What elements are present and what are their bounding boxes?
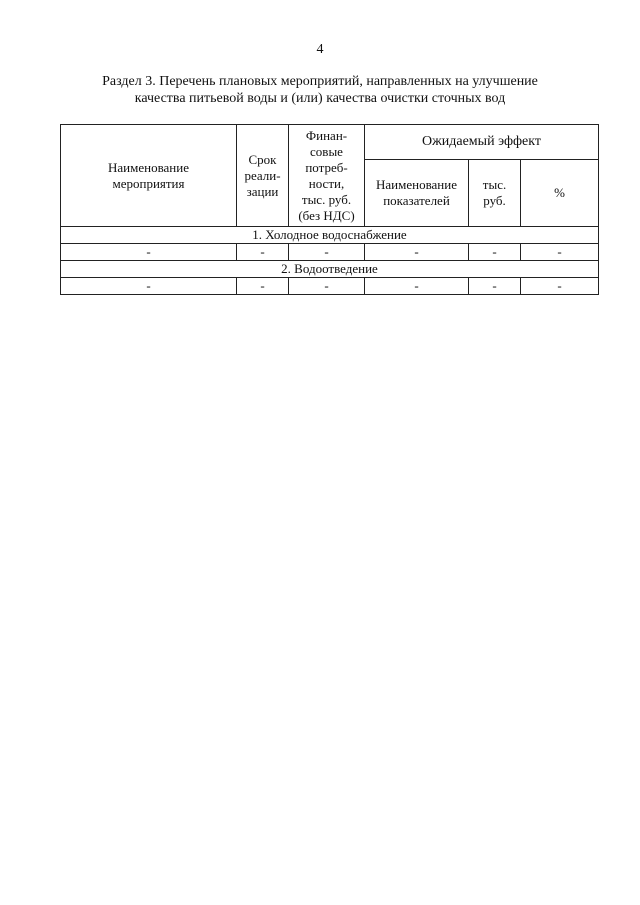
section-title-line-1: Раздел 3. Перечень плановых мероприятий, направленных на улучшение [102, 74, 538, 89]
table-cell: - [237, 278, 289, 295]
table-cell: - [365, 278, 469, 295]
section-title-cold-water: 1. Холодное водоснабжение [61, 227, 599, 244]
table-cell: - [521, 244, 599, 261]
table-cell: - [61, 244, 237, 261]
header-thousand-rub: тыс. руб. [469, 160, 521, 227]
table-header-row [61, 125, 599, 160]
page-number: 4 [316, 42, 324, 57]
header-expected-effect: Ожидаемый эффект [365, 125, 599, 160]
table-cell: - [469, 278, 521, 295]
section-title-line-2: качества питьевой воды и (или) качества очистки сточных вод [134, 91, 506, 106]
table-cell: - [61, 278, 237, 295]
table-cell: - [521, 278, 599, 295]
header-term: Срок реали- зации [237, 125, 289, 227]
table-cell: - [237, 244, 289, 261]
header-measure-name: Наименование мероприятия [61, 125, 237, 227]
section-row-cold-water [61, 227, 599, 244]
table-cell: - [469, 244, 521, 261]
header-indicator-name: Наименование показателей [365, 160, 469, 227]
table-cell: - [365, 244, 469, 261]
table-cell: - [289, 278, 365, 295]
section-title-wastewater: 2. Водоотведение [61, 261, 599, 278]
header-percent: % [521, 160, 599, 227]
section-title [0, 73, 640, 107]
measures-table [60, 124, 599, 295]
section-row-wastewater [61, 261, 599, 278]
header-finance: Финан- совые потреб- ности, тыс. руб. (без НДС) [289, 125, 365, 227]
table-row [61, 244, 599, 261]
table-row [61, 278, 599, 295]
table-cell: - [289, 244, 365, 261]
